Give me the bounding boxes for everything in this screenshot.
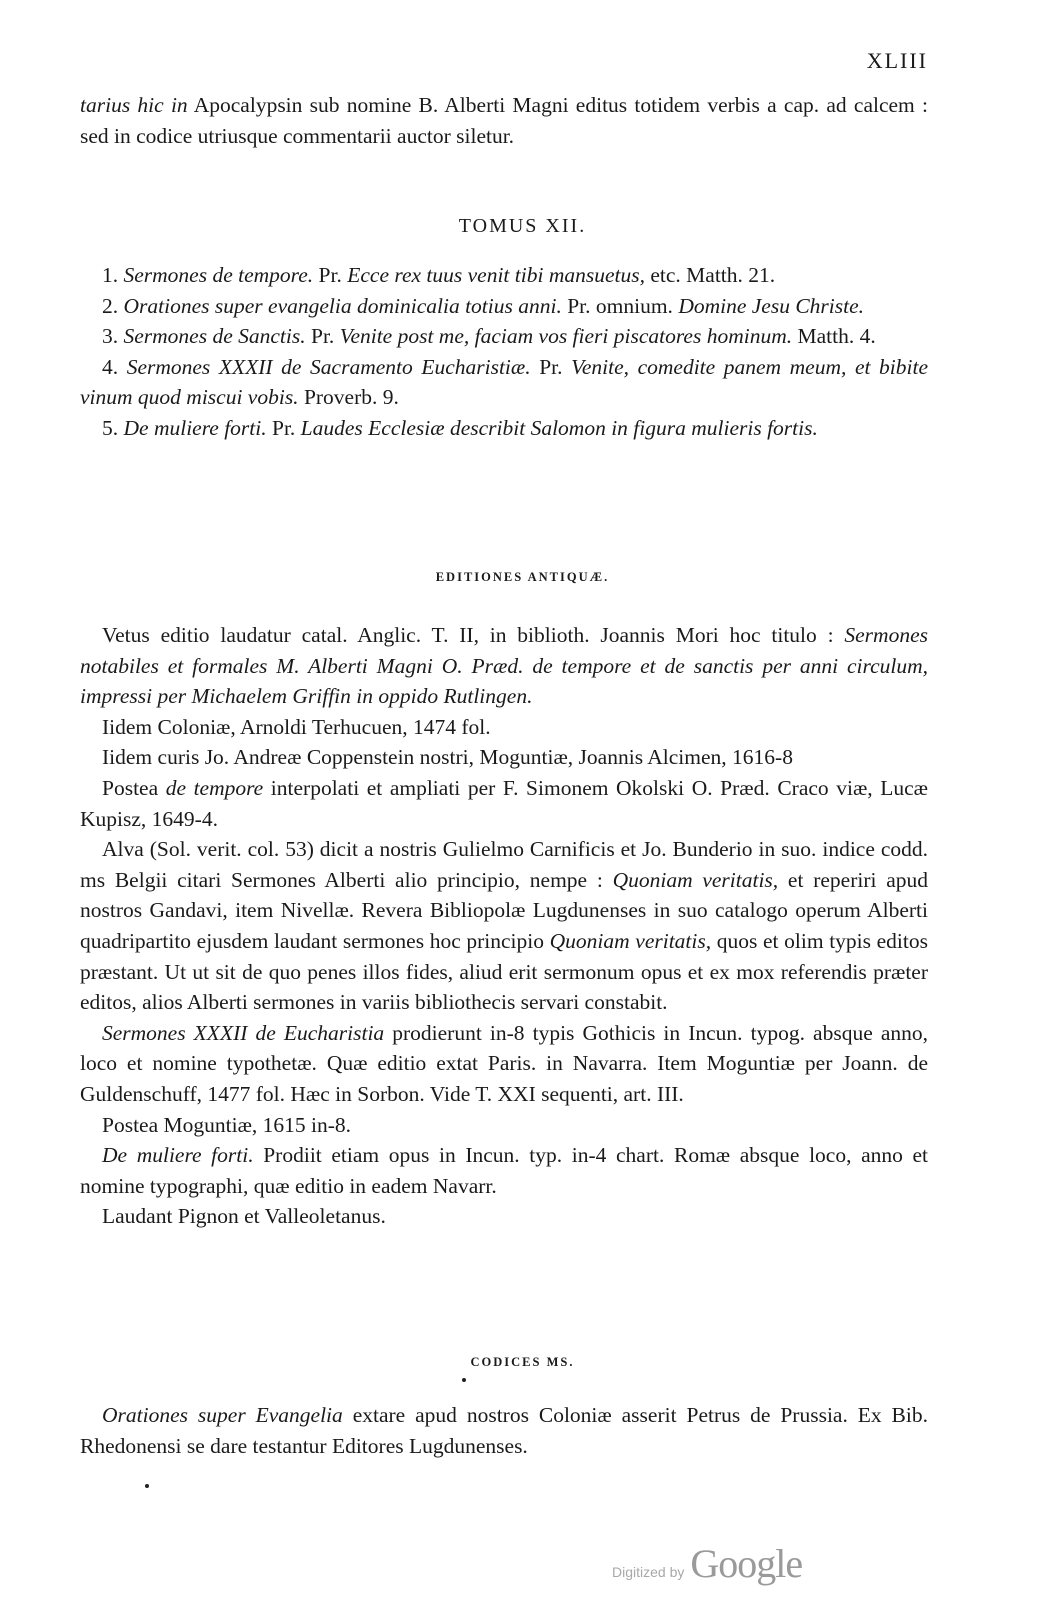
editiones-paragraph: Sermones XXXII de Eucharistia prodierunt in-8 typis Gothicis in Incun. typog. absque anno, loco et nomine typothetæ. Quæ editio extat Paris. in Navarra. Item Moguntiæ per Joann. de Guldenschuff, 1477 fol. Hæc in Sorbon. Vide T. XXI sequenti, art. III.	[80, 1020, 928, 1106]
editiones-heading: EDITIONES ANTIQUÆ.	[435, 570, 610, 584]
editiones-paragraph: Iidem Coloniæ, Arnoldi Terhucuen, 1474 fol.	[102, 714, 491, 739]
tomus-heading: TOMUS XII.	[458, 215, 587, 237]
digitized-label: Digitized by	[612, 1564, 685, 1580]
intro-rest: Apocalypsin sub nomine B. Alberti Magni editus totidem verbis a cap. ad calcem : sed in codice utriusque commentarii auctor siletur.	[80, 93, 928, 148]
tomus-item: 1. Sermones de tempore. Pr. Ecce rex tuus venit tibi mansuetus, etc. Matth. 21.	[102, 263, 776, 287]
codices-paragraph: Orationes super Evangelia extare apud nostros Coloniæ asserit Petrus de Prussia. Ex Bib. Rhedonensi se dare testantur Editores Lugdunenses.	[80, 1403, 928, 1458]
digitized-watermark	[612, 1540, 802, 1590]
tomus-item: 4. Sermones XXXII de Sacramento Eucharistiæ. Pr. Venite, comedite panem meum, et bibite vinum quod miscui vobis. Proverb. 9.	[80, 354, 929, 410]
codices-heading: CODICES MS.	[470, 1355, 575, 1369]
intro-lead: tarius hic in	[80, 93, 188, 117]
editiones-paragraph: Iidem curis Jo. Andreæ Coppenstein nostri, Moguntiæ, Joannis Alcimen, 1616-8	[102, 745, 793, 770]
google-logo: Google	[690, 1541, 803, 1586]
intro-paragraph	[80, 90, 928, 151]
tomus-item: 3. Sermones de Sanctis. Pr. Venite post me, faciam vos fieri piscatores hominum. Matth. 4.	[102, 324, 876, 349]
editiones-paragraph: Vetus editio laudatur catal. Anglic. T. II, in biblioth. Joannis Mori hoc titulo : Sermones notabiles et formales M. Alberti Magni O. Præd. de tempore et de sanctis per anni circulum, impressi per Michaelem Griffin in oppido Rutlingen.	[80, 623, 928, 709]
page-number: XLIII	[866, 48, 928, 73]
editiones-paragraph: Postea de tempore interpolati et ampliati per F. Simonem Okolski O. Præd. Craco viæ, Lucæ Kupisz, 1649-4.	[80, 775, 928, 831]
editiones-body	[80, 620, 928, 1232]
editiones-paragraph: Postea Moguntiæ, 1615 in-8.	[102, 1112, 352, 1137]
tomus-list	[80, 260, 928, 444]
codices-body	[80, 1400, 928, 1461]
editiones-paragraph: Alva (Sol. verit. col. 53) dicit a nostris Gulielmo Carnificis et Jo. Bunderio in suo. indice codd. ms Belgii citari Sermones Alberti alio principio, nempe : Quoniam veritatis, et reperiri apud nostros Gandavi, item Nivellæ. Revera Bibliopolæ Lugdunenses in suo catalogo operum Alberti quadripartito ejusdem laudant sermones hoc principio Quoniam veritatis, quos et olim typis editos præstant. Ut ut sit de quo penes illos fides, aliud erit sermonum opus et ex mox referendis præter editos, alios Alberti sermones in variis bibliothecis servari constabit.	[80, 837, 928, 1015]
tomus-item: 2. Orationes super evangelia dominicalia totius anni. Pr. omnium. Domine Jesu Christe.	[102, 293, 865, 318]
editiones-paragraph: Laudant Pignon et Valleoletanus.	[102, 1204, 386, 1229]
tomus-item: 5. De muliere forti. Pr. Laudes Ecclesiæ describit Salomon in figura mulieris fortis.	[102, 415, 818, 440]
stray-mark	[462, 1378, 466, 1382]
stray-mark	[145, 1484, 149, 1488]
editiones-paragraph: De muliere forti. Prodiit etiam opus in Incun. typ. in-4 chart. Romæ absque loco, anno et nomine typographi, quæ editio in eadem Navarr.	[80, 1143, 929, 1198]
